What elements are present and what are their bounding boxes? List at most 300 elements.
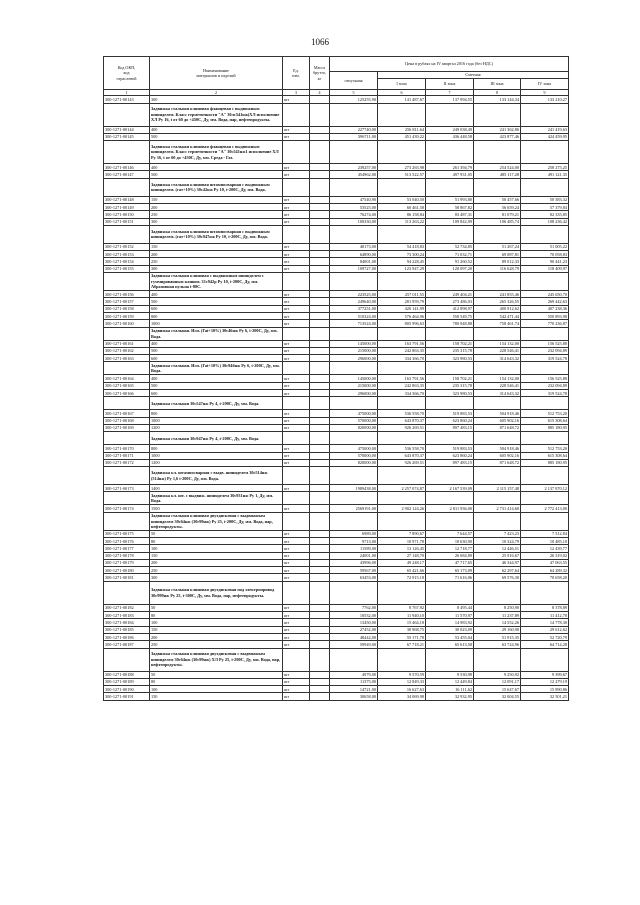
price-zone-2 [426,432,474,445]
price-zone-4: 156 525,88 [521,375,569,382]
price-zone-4: 82 335,85 [521,211,569,218]
code-cell: 300-1271-00162 [104,347,150,354]
table-row [104,251,569,258]
price-zone-4: 232 094,89 [521,347,569,354]
price-zone-2: 323 980,53 [426,390,474,397]
table-row [104,96,569,103]
price-zone-4: 12 279,19 [521,678,569,685]
price-zone-2: 9 530,98 [426,671,474,678]
price-zone-3 [474,362,521,375]
table-row [104,559,569,566]
table-row [104,633,569,640]
item-name: 500 [150,382,283,389]
column-number: 7 [426,90,474,96]
price-zone-4: 232 094,89 [521,382,569,389]
unit-cell [283,492,310,505]
price-zone-1: 65 421,66 [378,567,426,574]
price-zone-2: 12 449,84 [426,678,474,685]
table-row [104,445,569,452]
price-zone-3: 228 546,41 [474,382,521,389]
price-zone-3: 29 160,90 [474,626,521,633]
price-zone-1: 27 148,70 [378,552,426,559]
unit-cell: шт [283,485,310,492]
header-zone-3: III зона [474,79,521,90]
price-zone-2: 261 394,79 [426,164,474,171]
price-zone-1 [378,648,426,671]
code-cell: 300-1271-00187 [104,641,150,648]
table-row [104,485,569,492]
mass-cell [310,347,330,354]
price-zone-2: 120 097,20 [426,265,474,272]
code-cell: 300-1271-00163 [104,355,150,362]
price-zone-1 [378,327,426,340]
header-unit: Ед. изм. [283,57,310,90]
price-release: 84001,00 [330,258,378,265]
price-zone-3: 9 250,92 [474,671,521,678]
unit-cell: шт [283,410,310,417]
mass-cell [310,693,330,700]
price-zone-4: 491 121,35 [521,171,569,178]
section-row [104,225,569,243]
price-zone-1: 67 718,21 [378,641,426,648]
code-cell: 300-1271-00143 [104,96,150,103]
table-row [104,678,569,685]
price-zone-3 [474,397,521,410]
unit-cell [283,273,310,291]
item-name: 200 [150,559,283,566]
price-zone-3: 8 250,90 [474,604,521,611]
price-zone-4: 52 720,79 [521,633,569,640]
price-zone-1: 15 464,18 [378,619,426,626]
unit-cell [283,432,310,445]
code-cell: 300-1271-00171 [104,452,150,459]
price-release: 30658,00 [330,693,378,700]
unit-cell: шт [283,196,310,203]
unit-cell [283,141,310,164]
price-zone-3 [474,432,521,445]
price-release: 24001,00 [330,552,378,559]
price-table-body [104,96,569,701]
price-zone-4: 64 289,32 [521,567,569,574]
price-release [330,492,378,505]
unit-cell: шт [283,305,310,312]
price-zone-2: 249 404,21 [426,291,474,298]
price-zone-4: 2 772 413,00 [521,505,569,512]
code-cell: 300-1271-00165 [104,382,150,389]
price-release: 63453,00 [330,574,378,581]
price-release [330,178,378,196]
price-zone-3: 485 117,28 [474,171,521,178]
price-zone-2: 26 684,89 [426,552,474,559]
mass-cell [310,133,330,140]
table-row [104,567,569,574]
code-cell: 300-1271-00173 [104,485,150,492]
price-zone-2 [426,648,474,671]
unit-cell: шт [283,530,310,537]
unit-cell: шт [283,340,310,347]
code-cell [104,581,150,604]
mass-cell [310,467,330,485]
price-zone-1: 643 870,37 [378,417,426,424]
price-zone-3: 2 731 414,60 [474,505,521,512]
section-row [104,432,569,445]
item-name: 1000 [150,417,283,424]
price-release [330,432,378,445]
code-cell: 300-1271-00174 [104,505,150,512]
mass-cell [310,355,330,362]
mass-cell [310,452,330,459]
unit-cell: шт [283,612,310,619]
code-cell [104,397,150,410]
price-release: 454962,00 [330,171,378,178]
price-zone-1: 55 171,78 [378,633,426,640]
price-zone-1: 94 228,45 [378,258,426,265]
price-zone-2: 7 644,57 [426,530,474,537]
item-name: 400 [150,126,283,133]
mass-cell [310,218,330,225]
price-zone-3: 106 485,74 [474,218,521,225]
code-cell [104,467,150,485]
price-zone-2: 53 455,04 [426,633,474,640]
section-title: Задвижка кл. шт. с выдвиж. шпинделем 30с931нж Ру 1, Ду, мм. Вода. [150,492,283,505]
code-cell: 300-1271-00190 [104,686,150,693]
item-name: 300 [150,574,283,581]
price-zone-3: 605 902,16 [474,417,521,424]
price-zone-2 [426,467,474,485]
table-row [104,382,569,389]
unit-cell: шт [283,445,310,452]
price-release [330,648,378,671]
table-row [104,538,569,545]
price-zone-3: 15 647,67 [474,686,521,693]
price-zone-4 [521,225,569,243]
section-row [104,467,569,485]
mass-cell [310,612,330,619]
price-zone-4: 90 441,23 [521,258,569,265]
table-row [104,218,569,225]
price-zone-4 [521,432,569,445]
price-release: 475000,00 [330,410,378,417]
price-zone-3: 605 902,16 [474,452,521,459]
unit-cell: шт [283,459,310,466]
code-cell: 300-1271-00183 [104,612,150,619]
mass-cell [310,375,330,382]
mass-cell [310,397,330,410]
unit-cell: шт [283,251,310,258]
mass-cell [310,432,330,445]
price-zone-4: 51 005,22 [521,243,569,250]
code-cell [104,141,150,164]
price-zone-3: 241 362,86 [474,126,521,133]
section-row [104,141,569,164]
price-zone-3: 89 012,33 [474,258,521,265]
item-name: 300 [150,218,283,225]
item-name: 1200 [150,424,283,431]
price-zone-2: 273 486,03 [426,298,474,305]
unit-cell: шт [283,96,310,103]
code-cell: 300-1271-00150 [104,211,150,218]
table-row [104,410,569,417]
mass-cell [310,178,330,196]
unit-cell: шт [283,693,310,700]
price-release [330,141,378,164]
price-zone-4: 64 714,28 [521,641,569,648]
mass-cell [310,327,330,340]
unit-cell: шт [283,641,310,648]
unit-cell: шт [283,243,310,250]
code-cell: 300-1271-00181 [104,574,150,581]
code-cell: 300-1271-00144 [104,126,150,133]
price-release: 570000,00 [330,452,378,459]
price-zone-4 [521,103,569,126]
mass-cell [310,604,330,611]
code-cell [104,492,150,505]
unit-cell: шт [283,417,310,424]
unit-cell: шт [283,559,310,566]
price-zone-3: 46 344,97 [474,559,521,566]
price-zone-3: 154 132,00 [474,340,521,347]
item-name: 400 [150,291,283,298]
price-zone-2: 65 173,09 [426,567,474,574]
price-release: 570000,00 [330,417,378,424]
item-name: 500 [150,133,283,140]
price-zone-4 [521,327,569,340]
table-row [104,265,569,272]
mass-cell [310,552,330,559]
header-zone-2: II зона [426,79,474,90]
code-cell: 300-1271-00172 [104,459,150,466]
price-zone-3: 69 576,30 [474,574,521,581]
price-zone-3: 871 648,72 [474,459,521,466]
unit-cell: шт [283,619,310,626]
table-row [104,211,569,218]
price-zone-3: 56 659,24 [474,203,521,210]
price-zone-1: 60 461,58 [378,203,426,210]
price-release: 145000,00 [330,340,378,347]
code-cell: 300-1271-00178 [104,552,150,559]
mass-cell [310,671,330,678]
price-zone-3 [474,225,521,243]
price-zone-3 [474,141,521,164]
item-name: 50 [150,671,283,678]
price-release: 100330,00 [330,218,378,225]
price-zone-4: 15 890,86 [521,686,569,693]
price-zone-3: 12 446,51 [474,545,521,552]
unit-cell: шт [283,390,310,397]
price-zone-4: 7 512,84 [521,530,569,537]
code-cell [104,512,150,530]
price-zone-2 [426,225,474,243]
column-number: 9 [521,90,569,96]
unit-cell: шт [283,545,310,552]
code-cell: 300-1271-00170 [104,445,150,452]
item-name: 200 [150,633,283,640]
price-release: 125255,90 [330,96,378,103]
code-cell: 300-1271-00191 [104,693,150,700]
item-name: 800 [150,312,283,319]
code-cell: 300-1271-00157 [104,298,150,305]
item-name: 400 [150,164,283,171]
price-zone-2: 412 898,97 [426,305,474,312]
unit-cell: шт [283,265,310,272]
price-zone-4: 615 308,64 [521,452,569,459]
price-zone-2 [426,273,474,291]
item-name: 500 [150,171,283,178]
code-cell [104,327,150,340]
price-zone-3: 50 457,66 [474,196,521,203]
price-zone-1: 256 811,64 [378,126,426,133]
price-zone-2: 323 980,53 [426,355,474,362]
price-zone-2 [426,397,474,410]
item-name: 300 [150,96,283,103]
mass-cell [310,273,330,291]
mass-cell [310,678,330,685]
price-table [103,56,569,701]
table-row [104,340,569,347]
price-zone-1: 141 487,67 [378,96,426,103]
code-cell: 300-1271-00145 [104,133,150,140]
unit-cell: шт [283,133,310,140]
price-zone-2: 12 718,77 [426,545,474,552]
price-zone-2 [426,581,474,604]
table-row [104,291,569,298]
table-row [104,390,569,397]
price-zone-4: 29 612,62 [521,626,569,633]
price-zone-2: 158 702,21 [426,375,474,382]
price-zone-3: 542 471,44 [474,312,521,319]
table-row [104,505,569,512]
unit-cell: шт [283,203,310,210]
price-zone-3: 314 643,32 [474,390,521,397]
price-zone-2: 32 932,95 [426,693,474,700]
price-zone-3: 69 087,81 [474,251,521,258]
table-row [104,171,569,178]
price-zone-4: 319 524,78 [521,390,569,397]
price-zone-1: 281 959,79 [378,298,426,305]
item-name: 1400 [150,485,283,492]
section-row [104,362,569,375]
price-release: 1989438,00 [330,485,378,492]
mass-cell [310,545,330,552]
unit-cell [283,467,310,485]
price-zone-3: 10 324,79 [474,538,521,545]
price-zone-3: 241 855,46 [474,291,521,298]
price-release: 14721,00 [330,686,378,693]
section-title: Задвижка стальная клиновая фланцевая с выдвижным шпинделем. Класс герметичности "А" 30с541нж1 исполнение ХЛ Ру 16, t от 60 до +450С, Ду, мм. Среда - Газ. [150,141,283,164]
price-zone-4: 512 753,20 [521,410,569,417]
price-zone-2: 436 448,58 [426,133,474,140]
item-name: 150 [150,196,283,203]
price-zone-2: 623 860,24 [426,452,474,459]
price-release: 227740,00 [330,126,378,133]
unit-cell: шт [283,505,310,512]
code-cell [104,648,150,671]
code-cell [104,362,150,375]
header-name: Наименование материалов и изделий [150,57,283,90]
price-zone-4: 70 058,83 [521,251,569,258]
code-cell: 300-1271-00180 [104,567,150,574]
price-zone-3: 12 091,17 [474,678,521,685]
price-release: 4979,00 [330,671,378,678]
item-name: 800 [150,410,283,417]
price-zone-4: 26 319,02 [521,552,569,559]
price-zone-4: 885 180,95 [521,424,569,431]
price-zone-3: 254 524,00 [474,164,521,171]
price-zone-3 [474,467,521,485]
price-zone-2: 47 717,65 [426,559,474,566]
table-row [104,258,569,265]
item-name: 100 [150,545,283,552]
price-zone-1: 643 870,37 [378,452,426,459]
mass-cell [310,390,330,397]
code-cell [104,225,150,243]
price-zone-3: 423 877,46 [474,133,521,140]
price-zone-4: 14 778,30 [521,619,569,626]
code-cell: 300-1271-00156 [104,291,150,298]
price-zone-3: 871 648,72 [474,424,521,431]
price-zone-3: 63 724,96 [474,641,521,648]
price-zone-3 [474,492,521,505]
mass-cell [310,505,330,512]
price-zone-2: 30 023,09 [426,626,474,633]
price-zone-4: 70 658,20 [521,574,569,581]
mass-cell [310,298,330,305]
table-row [104,693,569,700]
code-cell: 300-1271-00160 [104,320,150,327]
price-zone-4: 50 383,32 [521,196,569,203]
item-name: 150 [150,693,283,700]
unit-cell [283,225,310,243]
price-zone-1: 2 902 124,26 [378,505,426,512]
section-row [104,103,569,126]
mass-cell [310,410,330,417]
code-cell: 300-1271-00161 [104,340,150,347]
table-row [104,355,569,362]
item-name: 200 [150,203,283,210]
price-zone-2: 897 483,15 [426,424,474,431]
price-zone-4: 885 180,95 [521,459,569,466]
price-zone-3: 51 915,35 [474,633,521,640]
unit-cell: шт [283,355,310,362]
price-zone-4: 12 439,77 [521,545,569,552]
code-cell: 300-1271-00176 [104,538,150,545]
unit-cell: шт [283,686,310,693]
table-row [104,686,569,693]
price-zone-3: 2 115 157,48 [474,485,521,492]
price-zone-4 [521,141,569,164]
price-zone-2 [426,103,474,126]
unit-cell: шт [283,552,310,559]
section-row [104,512,569,530]
table-row [104,417,569,424]
price-zone-2: 52 734,85 [426,243,474,250]
code-cell: 300-1271-00168 [104,417,150,424]
price-release: 9713,00 [330,538,378,545]
price-zone-3: 51 267,24 [474,243,521,250]
price-zone-1: 2 257 074,87 [378,485,426,492]
price-release: 10532,00 [330,612,378,619]
section-title: Задвижка стальная клиновая фланцевая с выдвижным шпинделем. Класс герметичности "А" 30лс541нж(ХЛ исполнение ХЛ Ру 16, t от 60 до +450С, Ду, мм. Вода, пар, нефтепродукты. [150,103,283,126]
price-release: 64890,00 [330,251,378,258]
table-row [104,320,569,327]
mass-cell [310,164,330,171]
price-release: 47540,90 [330,196,378,203]
price-zone-4: 407 238,36 [521,305,569,312]
price-zone-1 [378,225,426,243]
unit-cell: шт [283,424,310,431]
mass-cell [310,648,330,671]
price-zone-2: 11 570,97 [426,612,474,619]
